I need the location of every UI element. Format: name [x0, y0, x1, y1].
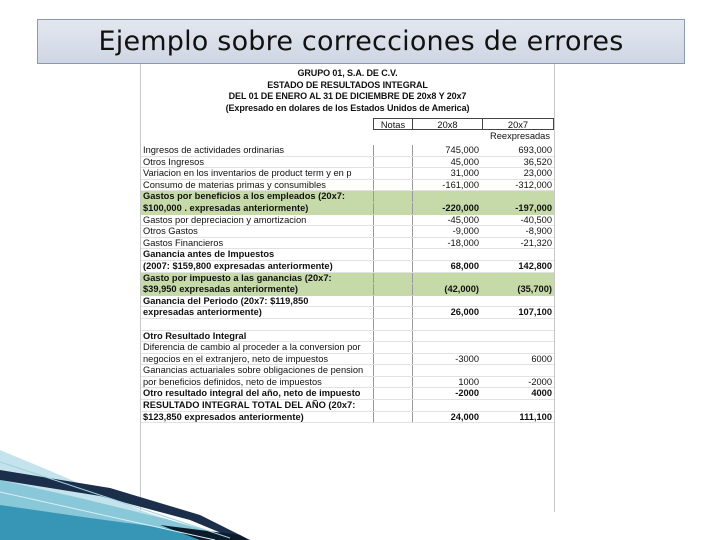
row-notas	[373, 238, 413, 249]
row-notas	[373, 168, 413, 179]
row-value-20x7	[483, 319, 554, 330]
statement-title: ESTADO DE RESULTADOS INTEGRAL	[267, 79, 428, 90]
row-value-20x7	[483, 331, 554, 342]
row-label: expresadas anteriormente)	[143, 307, 262, 318]
row-notas	[373, 365, 413, 376]
row-value-20x7: -197,000	[515, 202, 552, 213]
row-value-20x7	[483, 191, 554, 202]
statement-row	[141, 296, 554, 308]
row-notas	[373, 226, 413, 237]
statement-row	[141, 354, 554, 366]
statement-row	[141, 319, 554, 331]
row-label: Otro resultado integral del año, neto de impuesto	[143, 388, 361, 399]
statement-row	[141, 365, 554, 377]
row-value-20x7: 693,000	[518, 145, 552, 155]
row-value-20x8: (42,000)	[444, 284, 479, 295]
row-notas	[373, 354, 413, 365]
row-label: $123,850 expresados anteriormente)	[143, 411, 304, 422]
row-label: Otros Gastos	[143, 226, 198, 237]
row-label: Ingresos de actividades ordinarias	[143, 145, 285, 155]
row-value-20x7: 36,520	[523, 156, 552, 167]
row-value-20x8	[413, 191, 483, 202]
statement-row	[141, 168, 554, 180]
row-value-20x7	[483, 273, 554, 284]
row-value-20x7	[483, 342, 554, 353]
row-value-20x8: -3000	[455, 353, 479, 364]
row-notas	[373, 145, 413, 156]
row-value-20x8	[413, 331, 483, 342]
statement-rows	[141, 145, 554, 423]
row-label: Ganancia del Periodo (20x7: $119,850	[143, 295, 309, 306]
row-notas	[373, 273, 413, 284]
row-label: Gastos por beneficios a los empleados (20x7:	[143, 191, 346, 202]
row-value-20x7: 4000	[531, 388, 552, 399]
row-label: Ganancia antes de Impuestos	[143, 249, 275, 260]
row-label: Gastos por depreciacion y amortizacion	[143, 214, 307, 225]
row-value-20x7	[483, 365, 554, 376]
statement-row	[141, 145, 554, 157]
row-value-20x8: 24,000	[450, 411, 479, 422]
row-label: Gastos Financieros	[143, 237, 224, 248]
row-notas	[373, 157, 413, 168]
row-label: Variacion en los inventarios de product term y en p	[143, 168, 352, 179]
row-notas	[373, 180, 413, 191]
row-value-20x7	[483, 296, 554, 307]
row-label: Otros Ingresos	[143, 156, 204, 167]
row-notas	[373, 319, 413, 330]
row-value-20x8	[413, 249, 483, 260]
row-value-20x8: -18,000	[447, 237, 479, 248]
statement-row	[141, 331, 554, 343]
row-value-20x7: 107,100	[518, 307, 552, 318]
company-name: GRUPO 01, S.A. DE C.V.	[297, 68, 398, 78]
row-value-20x8: 31,000	[450, 168, 479, 179]
statement-row	[141, 261, 554, 273]
statement-row	[141, 191, 554, 203]
row-value-20x8: -2000	[455, 388, 479, 399]
slide-title-bar	[37, 19, 685, 64]
row-label: negocios en el extranjero, neto de impuestos	[143, 353, 329, 364]
row-label: $39,950 expresadas anteriormente)	[143, 284, 299, 295]
row-value-20x7: 23,000	[523, 168, 552, 179]
row-label	[141, 319, 373, 330]
decorative-wave-graphic	[0, 410, 720, 540]
slide-title: Ejemplo sobre correcciones de errores	[98, 26, 624, 57]
statement-row	[141, 203, 554, 215]
row-value-20x7: 142,800	[518, 260, 552, 271]
row-value-20x7	[483, 249, 554, 260]
statement-row	[141, 273, 554, 285]
row-label: (2007: $159,800 expresadas anteriormente)	[143, 260, 333, 271]
row-value-20x8: 745,000	[445, 145, 479, 155]
row-label: Otro Resultado Integral	[143, 330, 247, 341]
statement-row	[141, 342, 554, 354]
row-label: Consumo de materias primas y consumibles	[143, 179, 326, 190]
row-notas	[373, 388, 413, 399]
row-value-20x7: -8,900	[525, 226, 552, 237]
row-value-20x7: -312,000	[515, 179, 552, 190]
column-header-notas: Notas	[373, 118, 413, 130]
column-header-row	[141, 118, 554, 130]
row-value-20x8	[413, 342, 483, 353]
statement-row	[141, 284, 554, 296]
row-notas	[373, 377, 413, 388]
statement-period: DEL 01 DE ENERO AL 31 DE DICIEMBRE DE 20x8 Y 20x7	[228, 91, 467, 101]
column-header-spacer	[141, 118, 373, 130]
row-value-20x8: -9,000	[452, 226, 479, 237]
row-value-20x8: -45,000	[447, 214, 479, 225]
row-label: Diferencia de cambio al proceder a la conversion por	[143, 342, 361, 353]
row-value-20x8: 1000	[458, 376, 479, 387]
row-value-20x8: 45,000	[450, 156, 479, 167]
row-value-20x8	[413, 319, 483, 330]
statement-row	[141, 377, 554, 389]
row-value-20x8	[413, 296, 483, 307]
statement-row	[141, 180, 554, 192]
row-label: Gasto por impuesto a las ganancias (20x7:	[143, 272, 332, 283]
row-value-20x7: (35,700)	[517, 284, 552, 295]
column-subheader-row	[141, 130, 554, 142]
row-value-20x8: -220,000	[442, 202, 479, 213]
row-notas	[373, 215, 413, 226]
statement-row	[141, 249, 554, 261]
row-value-20x8	[413, 273, 483, 284]
row-notas	[373, 342, 413, 353]
row-value-20x8: 68,000	[450, 260, 479, 271]
row-value-20x7: -40,500	[520, 214, 552, 225]
column-subheader-reexpresadas: Reexpresadas	[490, 131, 550, 141]
row-value-20x7: 6000	[531, 353, 552, 364]
row-value-20x8: -161,000	[442, 179, 479, 190]
row-label: por beneficios definidos, neto de impuestos	[143, 376, 322, 387]
statement-row	[141, 388, 554, 400]
statement-row	[141, 238, 554, 250]
statement-row	[141, 226, 554, 238]
row-notas	[373, 249, 413, 260]
row-notas	[373, 261, 413, 272]
row-notas	[373, 284, 413, 295]
column-header-20x8: 20x8	[413, 118, 483, 130]
row-notas	[373, 331, 413, 342]
statement-row	[141, 215, 554, 227]
row-value-20x8: 26,000	[450, 307, 479, 318]
row-label: $100,000 . expresadas anteriormente)	[143, 202, 309, 213]
statement-row	[141, 157, 554, 169]
row-label: RESULTADO INTEGRAL TOTAL DEL AÑO (20x7:	[143, 400, 356, 411]
row-value-20x7: -21,320	[520, 237, 552, 248]
statement-row	[141, 307, 554, 319]
row-notas	[373, 203, 413, 214]
row-notas	[373, 307, 413, 318]
row-value-20x8	[413, 365, 483, 376]
row-notas	[373, 296, 413, 307]
row-label: Ganancias actuariales sobre obligaciones de pension	[143, 365, 364, 376]
column-header-20x7: 20x7	[483, 118, 554, 130]
row-value-20x7: -2000	[528, 376, 552, 387]
statement-currency-note: (Expresado en dolares de los Estados Unidos de America)	[225, 102, 470, 113]
row-notas	[373, 191, 413, 202]
row-value-20x7: 111,100	[519, 411, 552, 422]
